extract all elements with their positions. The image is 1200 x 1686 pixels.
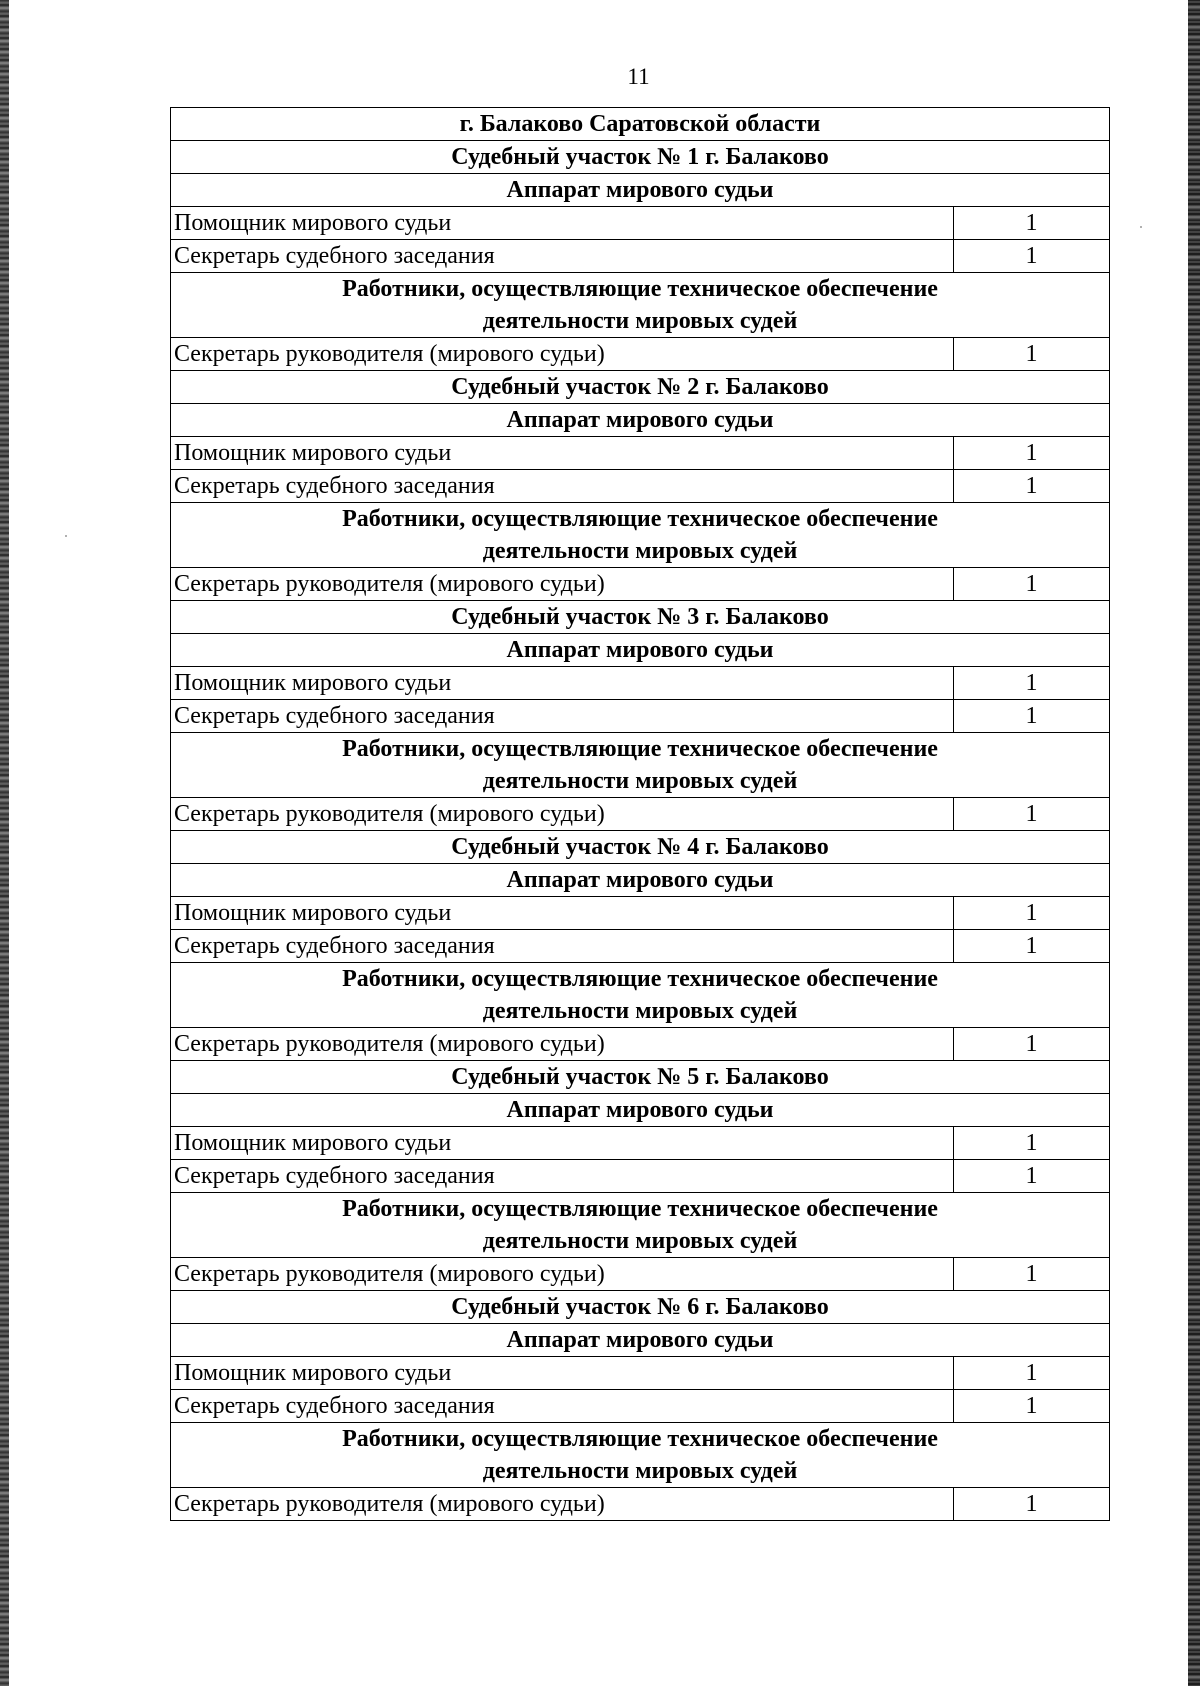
position-count: 1 (954, 1357, 1110, 1390)
scan-speck (65, 535, 67, 537)
position-count: 1 (954, 207, 1110, 240)
position-name: Секретарь руководителя (мирового судьи) (171, 1258, 954, 1291)
table-row (171, 1160, 1110, 1193)
position-count: 1 (954, 568, 1110, 601)
district-heading: Судебный участок № 5 г. Балаково (171, 1061, 1110, 1094)
tech-support-heading-line2: деятельности мировых судей (482, 1458, 798, 1484)
table-row (171, 1258, 1110, 1291)
tech-support-row (171, 1193, 1110, 1258)
position-name: Секретарь руководителя (мирового судьи) (171, 1488, 954, 1521)
table-row (171, 798, 1110, 831)
tech-support-row (171, 963, 1110, 1028)
position-count: 1 (954, 667, 1110, 700)
table-row (171, 1028, 1110, 1061)
position-name: Секретарь судебного заседания (171, 700, 954, 733)
position-name: Секретарь судебного заседания (171, 240, 954, 273)
position-name: Секретарь руководителя (мирового судьи) (171, 568, 954, 601)
position-name: Секретарь судебного заседания (171, 470, 954, 503)
scan-border-right (1188, 0, 1200, 1686)
tech-support-heading-line1: Работники, осуществляющие техническое обеспечение (342, 1196, 938, 1222)
position-count: 1 (954, 470, 1110, 503)
position-name: Помощник мирового судьи (171, 207, 954, 240)
position-count: 1 (954, 700, 1110, 733)
table-title: г. Балаково Саратовской области (171, 108, 1110, 141)
position-name: Помощник мирового судьи (171, 437, 954, 470)
table-row (171, 1488, 1110, 1521)
position-count: 1 (954, 1160, 1110, 1193)
position-name: Помощник мирового судьи (171, 1127, 954, 1160)
apparatus-heading: Аппарат мирового судьи (171, 864, 1110, 897)
district-heading: Судебный участок № 3 г. Балаково (171, 601, 1110, 634)
position-count: 1 (954, 1127, 1110, 1160)
staff-table-body (171, 108, 1110, 1521)
position-count: 1 (954, 338, 1110, 371)
position-count: 1 (954, 1488, 1110, 1521)
apparatus-row (171, 1094, 1110, 1127)
tech-support-heading-line1: Работники, осуществляющие техническое обеспечение (342, 1426, 938, 1452)
tech-support-row (171, 733, 1110, 798)
district-heading: Судебный участок № 6 г. Балаково (171, 1291, 1110, 1324)
table-row (171, 207, 1110, 240)
position-count: 1 (954, 437, 1110, 470)
staff-table (170, 107, 1110, 1521)
position-count: 1 (954, 1028, 1110, 1061)
tech-support-heading-line1: Работники, осуществляющие техническое обеспечение (342, 276, 938, 302)
position-name: Помощник мирового судьи (171, 897, 954, 930)
position-count: 1 (954, 930, 1110, 963)
scan-border-left (0, 0, 9, 1686)
table-row (171, 667, 1110, 700)
position-name: Секретарь судебного заседания (171, 930, 954, 963)
tech-support-row (171, 1423, 1110, 1488)
table-row (171, 1127, 1110, 1160)
district-heading: Судебный участок № 2 г. Балаково (171, 371, 1110, 404)
position-count: 1 (954, 1390, 1110, 1423)
position-name: Секретарь руководителя (мирового судьи) (171, 338, 954, 371)
district-row (171, 1291, 1110, 1324)
table-row (171, 470, 1110, 503)
tech-support-heading-line1: Работники, осуществляющие техническое обеспечение (342, 506, 938, 532)
table-row (171, 1357, 1110, 1390)
tech-support-heading-line1: Работники, осуществляющие техническое обеспечение (342, 736, 938, 762)
apparatus-row (171, 1324, 1110, 1357)
tech-support-heading-line2: деятельности мировых судей (482, 768, 798, 794)
position-name: Секретарь судебного заседания (171, 1390, 954, 1423)
district-row (171, 371, 1110, 404)
apparatus-row (171, 174, 1110, 207)
table-row (171, 1390, 1110, 1423)
table-row (171, 437, 1110, 470)
position-count: 1 (954, 897, 1110, 930)
tech-support-row (171, 273, 1110, 338)
apparatus-row (171, 404, 1110, 437)
apparatus-heading: Аппарат мирового судьи (171, 1324, 1110, 1357)
district-row (171, 601, 1110, 634)
table-row (171, 240, 1110, 273)
tech-support-heading-line1: Работники, осуществляющие техническое обеспечение (342, 966, 938, 992)
table-row (171, 568, 1110, 601)
tech-support-heading-line2: деятельности мировых судей (482, 998, 798, 1024)
district-row (171, 831, 1110, 864)
position-count: 1 (954, 1258, 1110, 1291)
district-heading: Судебный участок № 4 г. Балаково (171, 831, 1110, 864)
table-row (171, 930, 1110, 963)
tech-support-heading (171, 503, 1110, 568)
position-count: 1 (954, 240, 1110, 273)
tech-support-heading (171, 963, 1110, 1028)
apparatus-heading: Аппарат мирового судьи (171, 174, 1110, 207)
tech-support-heading-line2: деятельности мировых судей (482, 1228, 798, 1254)
scan-speck (1140, 226, 1142, 228)
position-name: Секретарь руководителя (мирового судьи) (171, 1028, 954, 1061)
table-row (171, 700, 1110, 733)
tech-support-heading (171, 1193, 1110, 1258)
district-row (171, 141, 1110, 174)
apparatus-heading: Аппарат мирового судьи (171, 404, 1110, 437)
table-row (171, 897, 1110, 930)
tech-support-heading (171, 273, 1110, 338)
position-name: Секретарь судебного заседания (171, 1160, 954, 1193)
district-row (171, 1061, 1110, 1094)
apparatus-heading: Аппарат мирового судьи (171, 1094, 1110, 1127)
page-number: 11 (627, 64, 650, 89)
tech-support-heading-line2: деятельности мировых судей (482, 308, 798, 334)
tech-support-row (171, 503, 1110, 568)
table-row (171, 338, 1110, 371)
position-name: Помощник мирового судьи (171, 667, 954, 700)
apparatus-row (171, 864, 1110, 897)
position-count: 1 (954, 798, 1110, 831)
tech-support-heading (171, 1423, 1110, 1488)
apparatus-row (171, 634, 1110, 667)
position-name: Помощник мирового судьи (171, 1357, 954, 1390)
position-name: Секретарь руководителя (мирового судьи) (171, 798, 954, 831)
apparatus-heading: Аппарат мирового судьи (171, 634, 1110, 667)
tech-support-heading-line2: деятельности мировых судей (482, 538, 798, 564)
table-title-row (171, 108, 1110, 141)
district-heading: Судебный участок № 1 г. Балаково (171, 141, 1110, 174)
tech-support-heading (171, 733, 1110, 798)
